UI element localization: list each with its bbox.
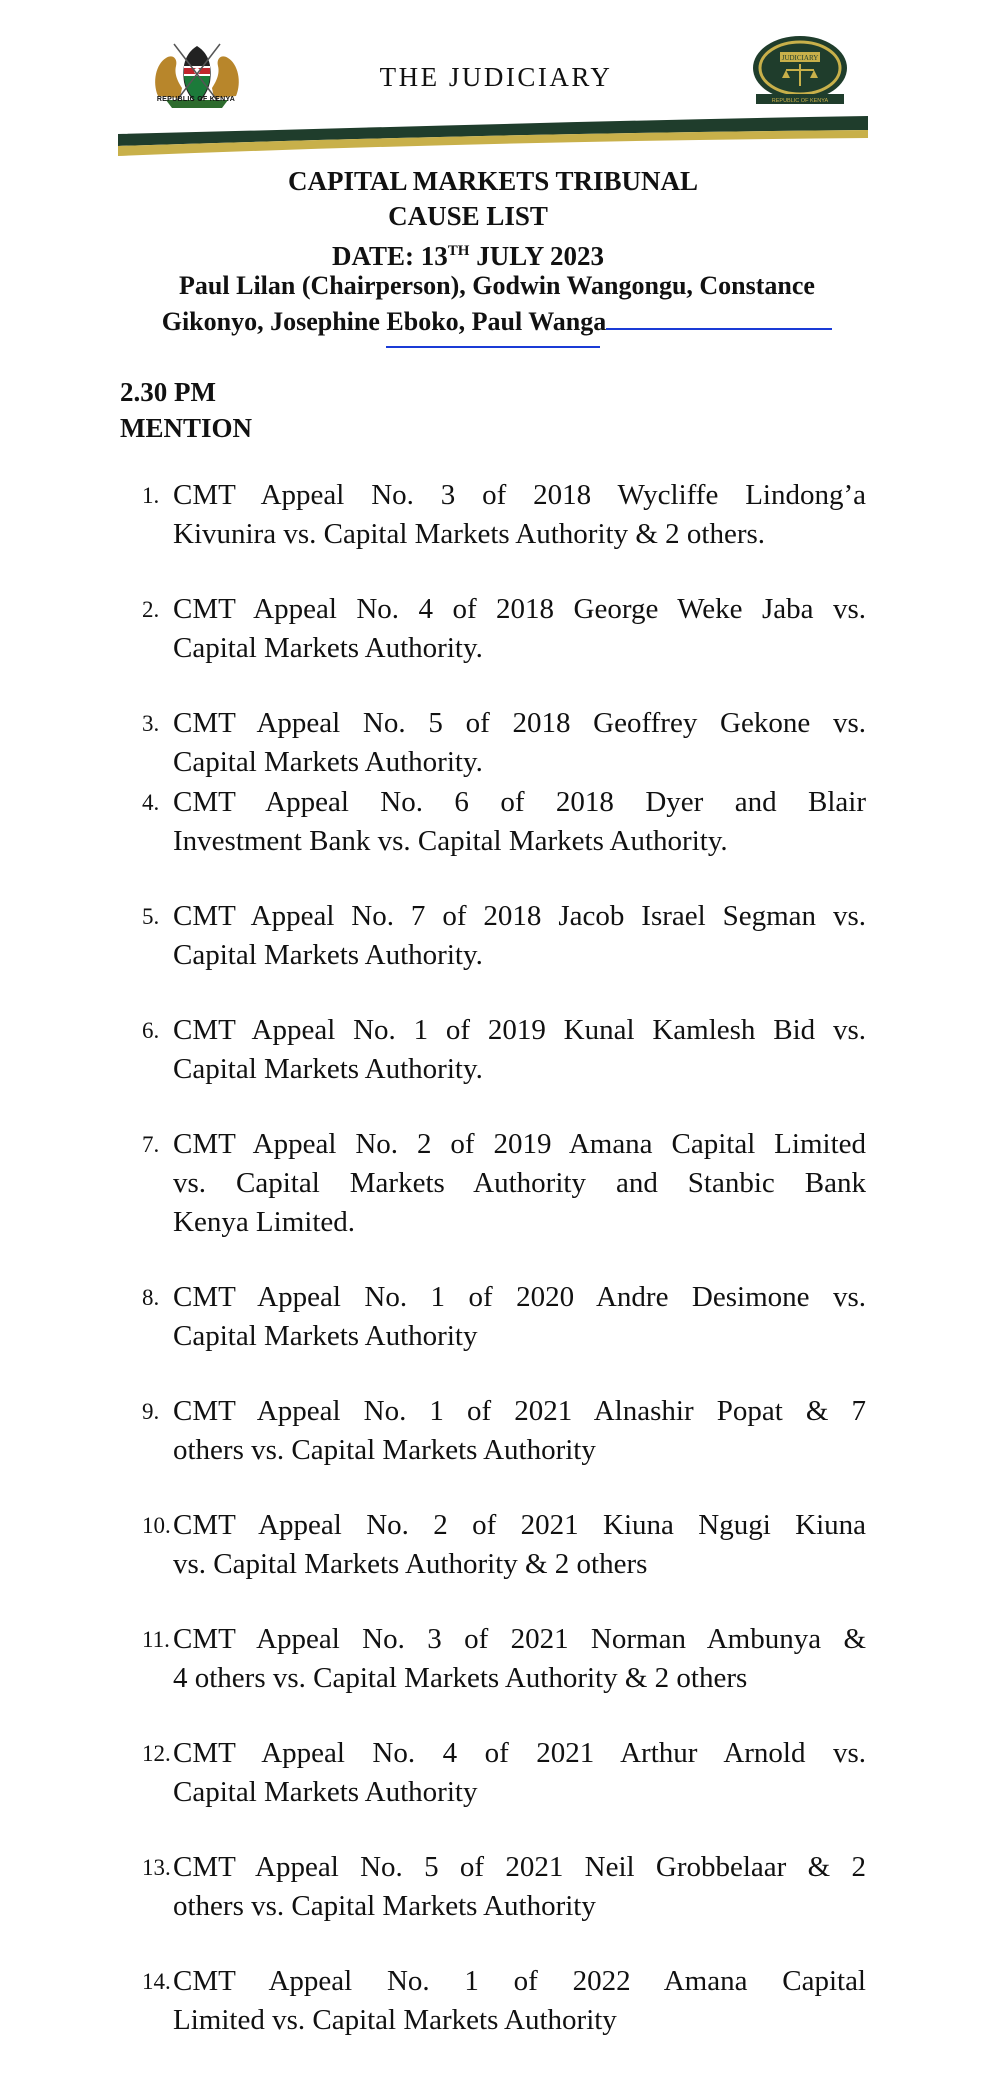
case-line: Investment Bank vs. Capital Markets Authority. [173, 825, 728, 857]
case-line: Kivunira vs. Capital Markets Authority & 2 others. [173, 518, 766, 550]
case-number: 4. [142, 790, 160, 815]
list-item [142, 1734, 866, 1812]
judiciary-title: THE JUDICIARY [379, 62, 613, 92]
case-number: 1. [142, 483, 160, 508]
case-number: 10. [142, 1513, 171, 1538]
blank-underline-2 [386, 346, 600, 348]
case-line: vs. Capital Markets Authority and Stanbic Bank [173, 1167, 866, 1199]
kenya-coat-of-arms-icon [144, 38, 250, 116]
list-item [142, 1125, 866, 1242]
tribunal-name: CAPITAL MARKETS TRIBUNAL [287, 166, 699, 196]
session-time: 2.30 PM [120, 377, 216, 407]
cause-list-title: CAUSE LIST [388, 201, 548, 231]
panel-line-2 [122, 304, 872, 340]
case-number: 12. [142, 1741, 171, 1766]
panel-line-2-text: Gikonyo, Josephine Eboko, Paul Wanga [161, 307, 607, 336]
case-line: 4 others vs. Capital Markets Authority & 2 others [173, 1662, 748, 1694]
list-item [142, 1620, 866, 1698]
date-ordinal: TH [447, 243, 470, 259]
letterhead-swoosh [118, 116, 868, 166]
case-line: Kenya Limited. [173, 1206, 356, 1238]
case-number: 2. [142, 597, 160, 622]
case-line: CMT Appeal No. 1 of 2019 Kunal Kamlesh Bid vs. [173, 1014, 866, 1046]
case-number: 11. [142, 1627, 170, 1652]
case-line: others vs. Capital Markets Authority [173, 1890, 596, 1922]
case-line: vs. Capital Markets Authority & 2 others [173, 1548, 648, 1580]
list-item [142, 704, 866, 782]
list-item [142, 590, 866, 668]
list-item [142, 476, 866, 554]
case-line: CMT Appeal No. 1 of 2022 Amana Capital [173, 1965, 866, 1997]
list-item [142, 1392, 866, 1470]
case-number: 7. [142, 1132, 160, 1157]
seal-judiciary-text: JUDICIARY [781, 54, 819, 62]
case-line: CMT Appeal No. 6 of 2018 Dyer and Blair [173, 786, 866, 818]
list-item [142, 1278, 866, 1356]
case-line: CMT Appeal No. 5 of 2021 Neil Grobbelaar & 2 [173, 1851, 866, 1883]
list-item [142, 783, 866, 861]
case-number: 3. [142, 711, 160, 736]
case-line: CMT Appeal No. 1 of 2020 Andre Desimone vs. [173, 1281, 866, 1313]
list-item [142, 1011, 866, 1089]
date-suffix: JULY 2023 [469, 241, 604, 271]
case-line: CMT Appeal No. 7 of 2018 Jacob Israel Segman vs. [173, 900, 866, 932]
list-item [142, 1962, 866, 2040]
panel-members [122, 268, 872, 340]
session-type: MENTION [120, 413, 253, 443]
list-item [142, 897, 866, 975]
case-line: CMT Appeal No. 3 of 2018 Wycliffe Lindong’a [173, 479, 866, 511]
cases-list [142, 476, 866, 2076]
list-item [142, 1848, 866, 1926]
case-line: Capital Markets Authority [173, 1776, 478, 1808]
case-line: CMT Appeal No. 5 of 2018 Geoffrey Gekone vs. [173, 707, 866, 739]
republic-of-kenya-label: REPUBLIC OF KENYA [156, 96, 236, 103]
case-number: 8. [142, 1285, 160, 1310]
case-number: 14. [142, 1969, 171, 1994]
case-line: Capital Markets Authority. [173, 632, 483, 664]
case-number: 13. [142, 1855, 171, 1880]
judiciary-seal-icon [750, 34, 850, 110]
case-line: others vs. Capital Markets Authority [173, 1434, 596, 1466]
panel-line-1: Paul Lilan (Chairperson), Godwin Wangongu, Constance [179, 271, 815, 300]
case-line: Capital Markets Authority. [173, 939, 483, 971]
case-line: Capital Markets Authority. [173, 746, 483, 778]
case-line: CMT Appeal No. 3 of 2021 Norman Ambunya & [173, 1623, 866, 1655]
case-line: CMT Appeal No. 4 of 2021 Arthur Arnold vs. [173, 1737, 866, 1769]
case-number: 9. [142, 1399, 160, 1424]
case-line: Limited vs. Capital Markets Authority [173, 2004, 617, 2036]
session-info [120, 374, 252, 446]
case-line: CMT Appeal No. 4 of 2018 George Weke Jaba vs. [173, 593, 866, 625]
case-line: CMT Appeal No. 2 of 2019 Amana Capital Limited [173, 1128, 866, 1160]
letterhead [118, 32, 868, 162]
case-line: CMT Appeal No. 1 of 2021 Alnashir Popat & 7 [173, 1395, 866, 1427]
case-number: 6. [142, 1018, 160, 1043]
case-line: Capital Markets Authority. [173, 1053, 483, 1085]
list-item [142, 1506, 866, 1584]
date-prefix: DATE: 13 [332, 241, 448, 271]
case-number: 5. [142, 904, 160, 929]
case-line: CMT Appeal No. 2 of 2021 Kiuna Ngugi Kiuna [173, 1509, 866, 1541]
case-line: Capital Markets Authority [173, 1320, 478, 1352]
seal-republic-text: REPUBLIC OF KENYA [771, 98, 829, 104]
blank-underline [606, 304, 832, 330]
cause-list-heading [118, 164, 868, 274]
